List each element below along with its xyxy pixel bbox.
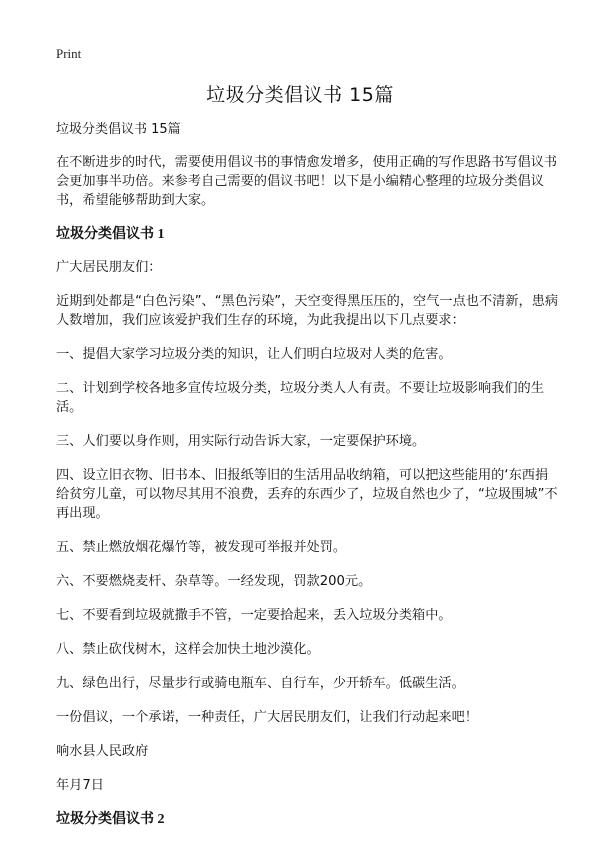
- greeting: 广大居民朋友们：: [56, 260, 162, 275]
- print-link[interactable]: Print: [56, 46, 82, 61]
- list-item: 三、人们要以身作则，用实际行动告诉大家，一定要保护环境。: [56, 434, 426, 449]
- list-item: 二、计划到学校各地多宣传垃圾分类，垃圾分类人人有责。不要让垃圾影响我们的生活。: [56, 381, 544, 415]
- document-body: [56, 120, 560, 843]
- date: 年月7日: [56, 778, 104, 793]
- list-item: 一、提倡大家学习垃圾分类的知识，让人们明白垃圾对人类的危害。: [56, 347, 452, 362]
- subtitle: 垃圾分类倡议书 15篇: [56, 122, 181, 137]
- list-item: 八、禁止砍伐树木，这样会加快土地沙漠化。: [56, 642, 320, 657]
- list-item: 九、绿色出行，尽量步行或骑电瓶车、自行车，少开轿车。低碳生活。: [56, 676, 465, 691]
- list-item: 五、禁止燃放烟花爆竹等，被发现可举报并处罚。: [56, 540, 347, 555]
- intro-paragraph: 在不断进步的时代，需要使用倡议书的事情愈发增多，使用正确的写作思路书写倡议书会更加事半功倍。来参考自己需要的倡议书吧！以下是小编精心整理的垃圾分类倡议书，希望能够帮助到大家。: [56, 155, 558, 208]
- signature: 响水县人民政府: [56, 744, 149, 759]
- list-item: 七、不要看到垃圾就撒手不管，一定要拾起来，丢入垃圾分类箱中。: [56, 608, 452, 623]
- list-item: 六、不要燃烧麦杆、杂草等。一经发现，罚款200元。: [56, 574, 372, 589]
- body-intro-paragraph: 近期到处都是“白色污染”、“黑色污染”，天空变得黑压压的，空气一点也不清新，患病人数增加，我们应该爱护我们生存的环境，为此我提出以下几点要求：: [56, 294, 559, 328]
- section-heading-2: 垃圾分类倡议书 2: [56, 812, 165, 827]
- section-heading-1: 垃圾分类倡议书 1: [56, 227, 165, 242]
- closing-paragraph: 一份倡议，一个承诺，一种责任，广大居民朋友们，让我们行动起来吧！: [56, 710, 478, 725]
- page-title: 垃圾分类倡议书 15篇: [206, 84, 394, 106]
- list-item: 四、设立旧衣物、旧书本、旧报纸等旧的生活用品收纳箱，可以把这些能用的‘东西捐给贫穷儿童，可以物尽其用不浪费，丢弃的东西少了，垃圾自然也少了，“垃圾围城”不再出现。: [56, 468, 558, 521]
